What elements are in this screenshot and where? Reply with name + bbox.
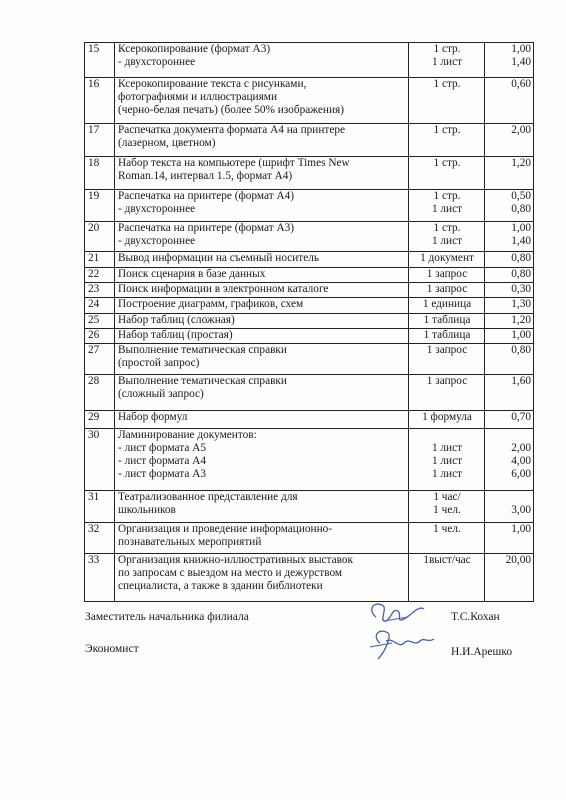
unit-of-measure-line: 1 чел. xyxy=(433,523,461,535)
unit-of-measure xyxy=(409,375,485,411)
service-description-line: - двухстороннее xyxy=(118,56,196,68)
service-description-line: фотографиями и иллюстрациями xyxy=(118,91,277,103)
row-number: 19 xyxy=(85,190,115,222)
row-number: 15 xyxy=(85,43,115,78)
price-value-line: 0,70 xyxy=(511,411,531,423)
row-number: 16 xyxy=(85,78,115,124)
unit-of-measure xyxy=(409,554,485,602)
unit-of-measure-line: 1 формула xyxy=(422,411,472,423)
unit-of-measure xyxy=(409,190,485,222)
row-number: 32 xyxy=(85,523,115,554)
service-description-line: - лист формата А4 xyxy=(118,455,207,467)
price-value-line: 2,00 xyxy=(511,124,531,136)
row-number: 25 xyxy=(85,314,115,329)
price-value-line: 1,20 xyxy=(511,314,531,326)
unit-of-measure-line: 1 запрос xyxy=(426,344,468,356)
unit-of-measure xyxy=(409,283,485,298)
service-description-line: - лист формата А5 xyxy=(118,442,207,454)
service-description xyxy=(115,43,409,78)
service-description-line: Набор таблиц (простая) xyxy=(118,329,233,341)
service-description xyxy=(115,268,409,283)
price-value xyxy=(485,222,534,252)
service-description xyxy=(115,375,409,411)
row-number: 31 xyxy=(85,491,115,523)
price-value-line: 0,30 xyxy=(511,283,531,295)
price-value-line: 1,20 xyxy=(511,157,531,169)
price-value-line: 3,00 xyxy=(511,504,531,516)
unit-of-measure-line: 1 стр. xyxy=(433,43,461,55)
row-number: 27 xyxy=(85,344,115,375)
table-row xyxy=(85,190,534,222)
service-description xyxy=(115,124,409,157)
service-description-line: Ламинирование документов: xyxy=(118,429,257,441)
service-description-line: Набор формул xyxy=(118,411,188,423)
table-row xyxy=(85,523,534,554)
service-description-line: по запросам с выездом на место и дежурством xyxy=(118,567,343,579)
unit-of-measure xyxy=(409,329,485,344)
unit-of-measure-line: 1 стр. xyxy=(433,157,461,169)
row-number: 30 xyxy=(85,429,115,491)
price-value-line: 1,00 xyxy=(511,523,531,535)
unit-of-measure xyxy=(409,298,485,314)
service-description xyxy=(115,429,409,491)
price-value-line: 1,00 xyxy=(511,43,531,55)
service-description xyxy=(115,298,409,314)
price-value-line: 6,00 xyxy=(511,468,531,480)
unit-of-measure-line: 1 запрос xyxy=(426,268,468,280)
service-description-line: Построение диаграмм, графиков, схем xyxy=(118,298,304,310)
unit-of-measure xyxy=(409,523,485,554)
price-value xyxy=(485,344,534,375)
table-row xyxy=(85,375,534,411)
price-value-line xyxy=(488,429,531,442)
service-description-line: Распечатка документа формата А4 на принтере xyxy=(118,124,345,136)
unit-of-measure-line: 1 лист xyxy=(431,442,463,454)
price-value xyxy=(485,124,534,157)
service-description-line: Набор таблиц (сложная) xyxy=(118,314,235,326)
service-description xyxy=(115,314,409,329)
service-description xyxy=(115,491,409,523)
unit-of-measure-line: 1выст/час xyxy=(423,554,471,566)
service-description-line: Набор текста на компьютере (шрифт Times New xyxy=(118,157,350,169)
row-number: 22 xyxy=(85,268,115,283)
service-description-line: - лист формата А3 xyxy=(118,468,207,480)
price-value xyxy=(485,429,534,491)
service-description-line: Roman.14, интервал 1.5, формат А4) xyxy=(118,170,293,182)
service-description-line: познавательных мероприятий xyxy=(118,536,262,548)
unit-of-measure-line xyxy=(412,429,482,442)
unit-of-measure-line: 1 чел. xyxy=(433,504,461,516)
economist-name: Н.И.Арешко xyxy=(451,646,513,658)
price-value xyxy=(485,157,534,190)
price-value xyxy=(485,491,534,523)
table-row xyxy=(85,268,534,283)
service-description xyxy=(115,157,409,190)
price-value-line: 0,60 xyxy=(511,78,531,90)
table-row xyxy=(85,157,534,190)
price-value-line: 1,40 xyxy=(511,235,531,247)
unit-of-measure-line: 1 лист xyxy=(431,468,463,480)
price-value xyxy=(485,190,534,222)
service-description-line: - двухстороннее xyxy=(118,235,196,247)
table-row xyxy=(85,429,534,491)
deputy-title: Заместитель начальника филиала xyxy=(85,611,249,623)
row-number: 29 xyxy=(85,411,115,429)
service-description-line: Распечатка на принтере (формат А4) xyxy=(118,190,295,202)
service-description-line: (сложный запрос) xyxy=(118,388,204,400)
row-number: 33 xyxy=(85,554,115,602)
row-number: 18 xyxy=(85,157,115,190)
unit-of-measure-line: 1 документ xyxy=(420,252,474,264)
table-row xyxy=(85,344,534,375)
row-number: 28 xyxy=(85,375,115,411)
price-value xyxy=(485,283,534,298)
price-value xyxy=(485,523,534,554)
price-value xyxy=(485,329,534,344)
price-value xyxy=(485,43,534,78)
price-value xyxy=(485,298,534,314)
unit-of-measure-line: 1 запрос xyxy=(426,375,468,387)
table-row xyxy=(85,298,534,314)
table-row xyxy=(85,283,534,298)
service-description-line: Ксерокопирование (формат А3) xyxy=(118,43,271,55)
row-number: 17 xyxy=(85,124,115,157)
unit-of-measure-line: 1 лист xyxy=(431,56,463,68)
unit-of-measure-line: 1 час/ xyxy=(433,491,461,503)
service-description-line: школьников xyxy=(118,504,176,516)
price-table xyxy=(84,42,534,602)
unit-of-measure-line: 1 лист xyxy=(431,203,463,215)
price-value-line: 2,00 xyxy=(511,442,531,454)
row-number: 24 xyxy=(85,298,115,314)
handwritten-signatures xyxy=(362,597,442,669)
price-value xyxy=(485,78,534,124)
service-description-line: Ксерокопирование текста с рисунками, xyxy=(118,78,307,90)
service-description xyxy=(115,523,409,554)
table-row xyxy=(85,329,534,344)
economist-title: Экономист xyxy=(85,643,139,655)
service-description-line: (черно-белая печать) (более 50% изображения) xyxy=(118,104,344,116)
unit-of-measure xyxy=(409,411,485,429)
service-description-line: Организация книжно-иллюстративных выставок xyxy=(118,554,354,566)
unit-of-measure xyxy=(409,124,485,157)
unit-of-measure-line: 1 единица xyxy=(422,298,472,310)
table-row xyxy=(85,124,534,157)
price-value xyxy=(485,314,534,329)
unit-of-measure xyxy=(409,78,485,124)
service-description xyxy=(115,411,409,429)
service-description-line: Поиск сценария в базе данных xyxy=(118,268,266,280)
service-description xyxy=(115,344,409,375)
unit-of-measure xyxy=(409,491,485,523)
service-description-line: (простой запрос) xyxy=(118,357,200,369)
price-value-line: 1,00 xyxy=(511,222,531,234)
price-value-line: 0,50 xyxy=(511,190,531,202)
price-value-line: 0,80 xyxy=(511,344,531,356)
service-description xyxy=(115,554,409,602)
table-row xyxy=(85,222,534,252)
row-number: 21 xyxy=(85,252,115,268)
price-value xyxy=(485,554,534,602)
unit-of-measure-line: 1 таблица xyxy=(423,314,471,326)
service-description xyxy=(115,283,409,298)
service-description-line: специалиста, а также в здании библиотеки xyxy=(118,580,323,592)
unit-of-measure xyxy=(409,157,485,190)
price-value-line: 1,30 xyxy=(511,298,531,310)
unit-of-measure xyxy=(409,314,485,329)
service-description-line: Распечатка на принтере (формат А3) xyxy=(118,222,295,234)
price-value-line: 4,00 xyxy=(511,455,531,467)
unit-of-measure-line: 1 лист xyxy=(431,235,463,247)
price-value-line: 1,00 xyxy=(511,329,531,341)
table-row xyxy=(85,78,534,124)
unit-of-measure-line: 1 стр. xyxy=(433,222,461,234)
unit-of-measure xyxy=(409,252,485,268)
price-table-body xyxy=(85,43,534,602)
table-row xyxy=(85,314,534,329)
service-description-line: Выполнение тематическая справки xyxy=(118,375,287,387)
price-value xyxy=(485,411,534,429)
price-value-line: 0,80 xyxy=(511,203,531,215)
service-description-line: - двухстороннее xyxy=(118,203,196,215)
unit-of-measure-line: 1 стр. xyxy=(433,78,461,90)
row-number: 26 xyxy=(85,329,115,344)
service-description-line: (лазерном, цветном) xyxy=(118,137,216,149)
price-value xyxy=(485,252,534,268)
service-description xyxy=(115,252,409,268)
unit-of-measure-line: 1 таблица xyxy=(423,329,471,341)
table-row xyxy=(85,43,534,78)
service-description xyxy=(115,222,409,252)
unit-of-measure xyxy=(409,344,485,375)
service-description-line: Вывод информации на съемный носитель xyxy=(118,252,320,264)
table-row xyxy=(85,252,534,268)
unit-of-measure-line: 1 запрос xyxy=(426,283,468,295)
price-value-line: 0,80 xyxy=(511,252,531,264)
service-description-line: Выполнение тематическая справки xyxy=(118,344,287,356)
table-row xyxy=(85,491,534,523)
service-description-line: Поиск информации в электронном каталоге xyxy=(118,283,329,295)
row-number: 20 xyxy=(85,222,115,252)
service-description xyxy=(115,329,409,344)
service-description-line: Театрализованное представление для xyxy=(118,491,298,503)
unit-of-measure xyxy=(409,429,485,491)
price-value-line: 1,60 xyxy=(511,375,531,387)
price-value-line: 20,00 xyxy=(505,554,531,566)
service-description xyxy=(115,190,409,222)
price-value-line xyxy=(488,491,531,504)
unit-of-measure-line: 1 стр. xyxy=(433,190,461,202)
unit-of-measure xyxy=(409,222,485,252)
unit-of-measure-line: 1 лист xyxy=(431,455,463,467)
table-row xyxy=(85,411,534,429)
row-number: 23 xyxy=(85,283,115,298)
table-row xyxy=(85,554,534,602)
unit-of-measure-line: 1 стр. xyxy=(433,124,461,136)
service-description-line: Организация и проведение информационно- xyxy=(118,523,333,535)
deputy-name: Т.С.Кохан xyxy=(451,611,500,623)
price-value-line: 0,80 xyxy=(511,268,531,280)
unit-of-measure xyxy=(409,268,485,283)
service-description xyxy=(115,78,409,124)
price-value-line: 1,40 xyxy=(511,56,531,68)
unit-of-measure xyxy=(409,43,485,78)
price-value xyxy=(485,268,534,283)
price-value xyxy=(485,375,534,411)
